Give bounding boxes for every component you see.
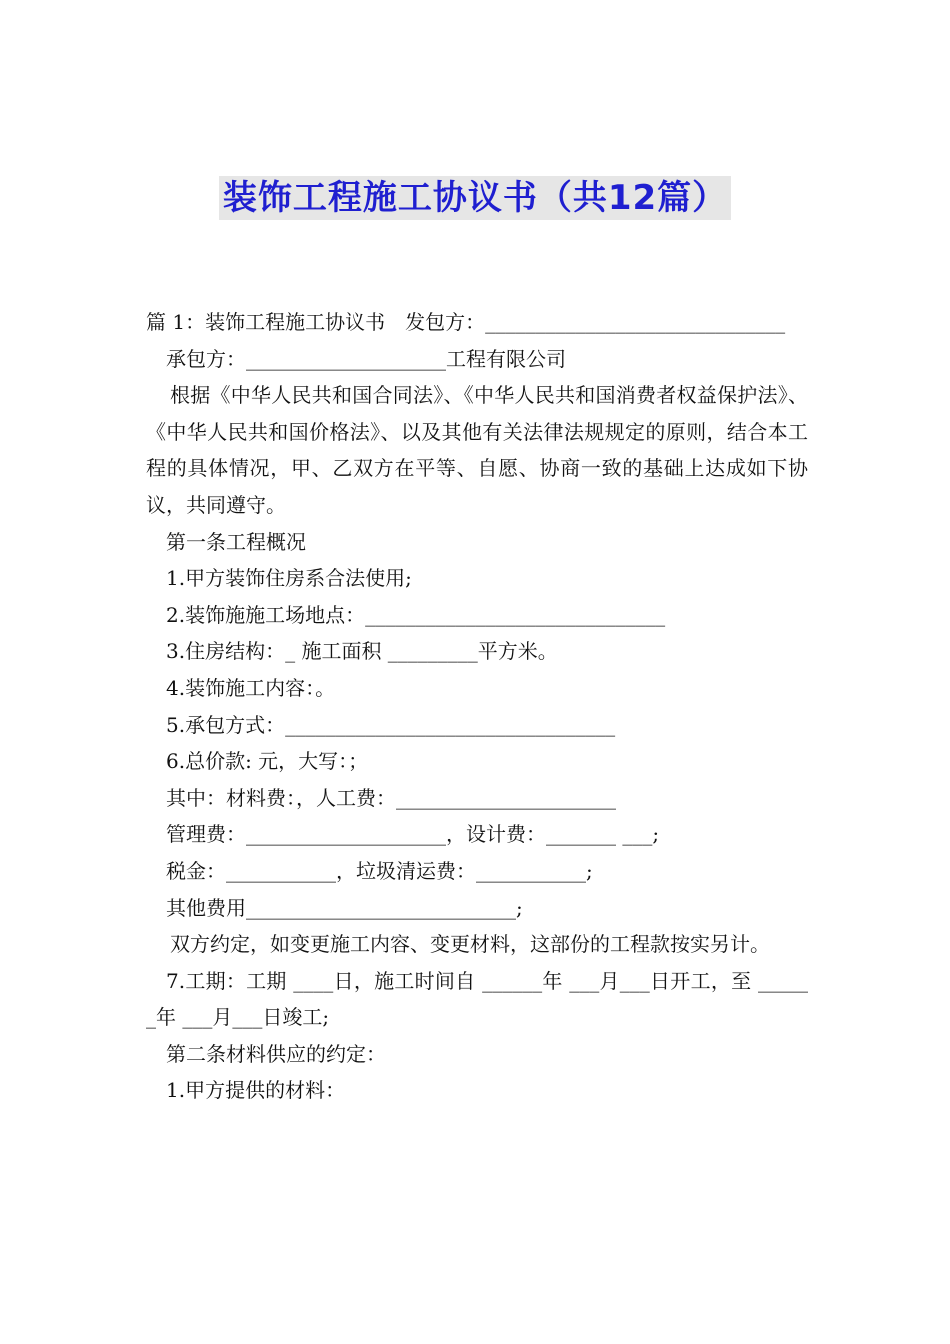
paragraph: 第二条材料供应的约定：: [166, 1041, 386, 1066]
paragraph: 1.甲方装饰住房系合法使用;: [166, 566, 412, 591]
paragraph: 3.住房结构：_ 施工面积 _________平方米。: [166, 639, 558, 664]
paragraph: 管理费：____________________，设计费：_______ ___;: [166, 822, 660, 847]
paragraph: 6.总价款: 元，大写：；: [166, 749, 369, 774]
paragraph: 7.工期：工期 ____日，施工时间自 ______年 ___月___日开工，至 ______年 ___月___日竣工;: [146, 968, 808, 1030]
paragraph: 其他费用___________________________;: [166, 895, 523, 920]
document-body: [146, 304, 808, 1109]
paragraph: 4.装饰施工内容：。: [166, 675, 336, 700]
paragraph: 税金：___________，垃圾清运费：___________;: [166, 858, 593, 883]
paragraph: 2.装饰施施工场地点：______________________________: [166, 602, 666, 627]
paragraph: 1.甲方提供的材料：: [166, 1078, 346, 1103]
paragraph: 根据《中华人民共和国合同法》、《中华人民共和国消费者权益保护法》、《中华人民共和国价格法》、以及其他有关法律法规规定的原则，结合本工程的具体情况，甲、乙双方在平等、自愿、协商一致的基础上达成如下协议，共同遵守。: [146, 383, 808, 517]
paragraph: 第一条工程概况: [166, 529, 306, 554]
paragraph: 承包方：____________________工程有限公司: [166, 346, 566, 371]
document-title: 装饰工程施工协议书（共12篇）: [219, 176, 731, 220]
title-container: [0, 176, 950, 220]
paragraph: 其中：材料费：，人工费：______________________: [166, 785, 616, 810]
paragraph: 5.承包方式：_________________________________: [166, 712, 616, 737]
paragraph: 篇 1：装饰工程施工协议书 发包方：______________________________: [146, 310, 786, 334]
paragraph: 双方约定，如变更施工内容、变更材料，这部份的工程款按实另计。: [170, 932, 770, 957]
